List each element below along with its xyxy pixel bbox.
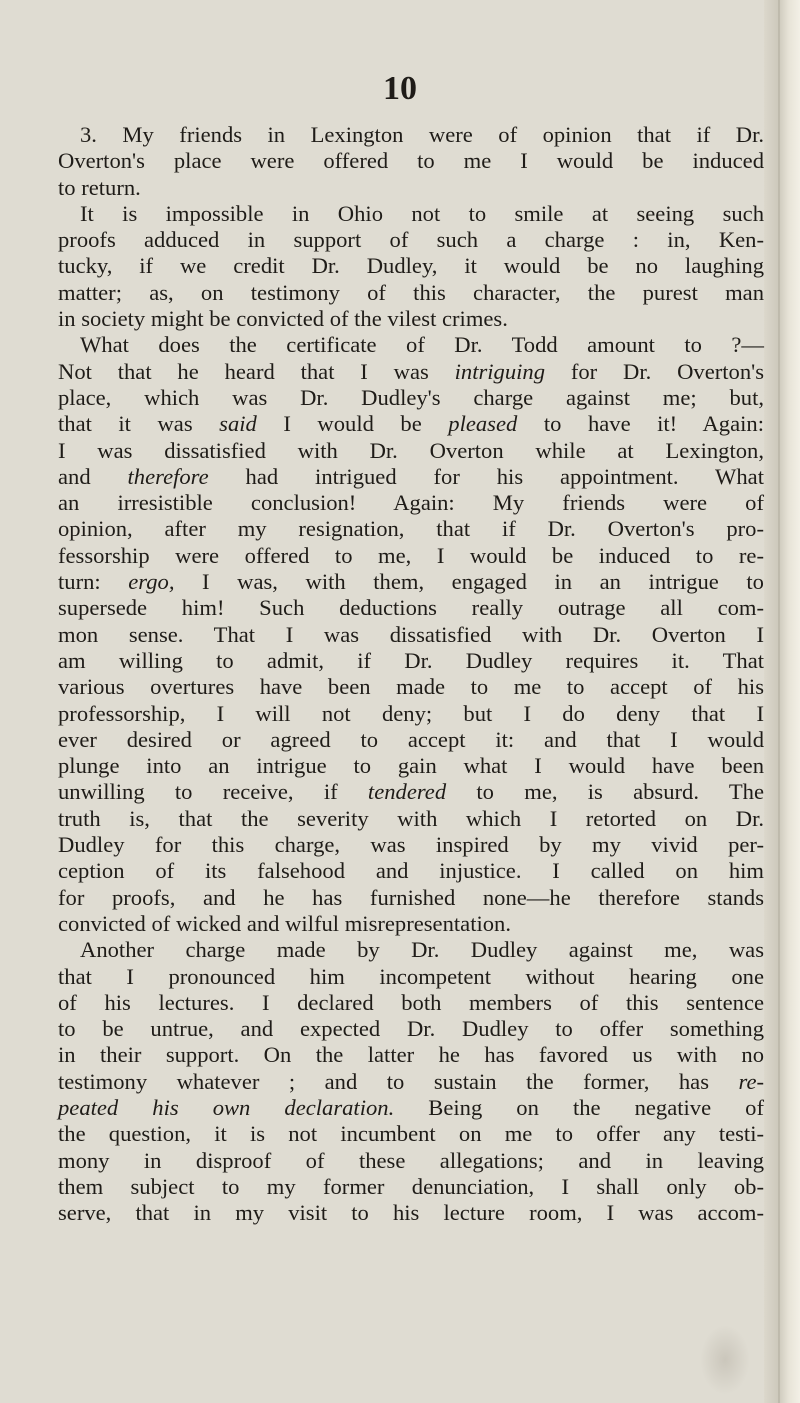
text-line: ever desired or agreed to accept it: and that I would — [58, 726, 764, 752]
text-line — [58, 464, 764, 490]
text-line: an irresistible conclusion! Again: My friends were of — [58, 490, 764, 516]
italic-phrase: tendered — [367, 779, 447, 805]
text-segment: I was, with them, engaged in an intrigue to — [174, 569, 764, 595]
text-line: in society might be convicted of the vilest crimes. — [58, 306, 508, 332]
text-segment: testimony whatever ; and to sustain the former, has — [58, 1068, 739, 1094]
italic-phrase: re- — [738, 1068, 764, 1094]
text-line: mon sense. That I was dissatisfied with Dr. Overton I — [58, 621, 764, 647]
text-line: fessorship were offered to me, I would be induced to re- — [58, 542, 764, 568]
text-line — [58, 359, 764, 385]
body-text — [58, 122, 764, 1226]
page-number: 10 — [383, 70, 417, 107]
text-line: truth is, that the severity with which I retorted on Dr. — [58, 805, 764, 831]
text-line: to return. — [58, 174, 141, 200]
text-segment: had intrigued for his appointment. What — [208, 463, 764, 489]
text-line: professorship, I will not deny; but I do deny that I — [58, 700, 764, 726]
text-line: plunge into an intrigue to gain what I would have been — [58, 753, 764, 779]
text-line: Another charge made by Dr. Dudley against me, was — [80, 937, 764, 963]
text-line: I was dissatisfied with Dr. Overton while at Lexington, — [58, 437, 764, 463]
text-line: them subject to my former denunciation, I shall only ob- — [58, 1173, 764, 1199]
text-line: tucky, if we credit Dr. Dudley, it would be no laughing — [58, 253, 764, 279]
text-line: supersede him! Such deductions really outrage all com- — [58, 595, 764, 621]
text-line: of his lectures. I declared both members of this sentence — [58, 989, 764, 1015]
text-line — [58, 1069, 764, 1095]
text-line: serve, that in my visit to his lecture room, I was accom- — [58, 1200, 764, 1226]
text-line: 3. My friends in Lexington were of opinion that if Dr. — [80, 122, 764, 147]
text-line: convicted of wicked and wilful misrepresentation. — [58, 910, 511, 936]
text-segment: turn: — [58, 569, 129, 595]
text-line — [58, 411, 764, 437]
text-segment: Not that he heard that I was — [58, 358, 455, 384]
text-line: opinion, after my resignation, that if Dr. Overton's pro- — [58, 516, 764, 542]
text-segment: to have it! Again: — [517, 411, 764, 437]
text-line — [58, 779, 764, 805]
text-line: am willing to admit, if Dr. Dudley requires it. That — [58, 647, 764, 673]
text-line: What does the certificate of Dr. Todd amount to ?— — [80, 332, 764, 358]
text-line: place, which was Dr. Dudley's charge against me; but, — [58, 384, 764, 410]
text-segment: unwilling to receive, if — [58, 779, 368, 805]
text-line — [58, 569, 764, 595]
text-segment: that it was — [58, 411, 220, 437]
text-segment: to me, is absurd. The — [446, 779, 764, 805]
text-segment: for Dr. Overton's — [545, 358, 764, 384]
text-segment: I would be — [256, 411, 449, 437]
text-line: mony in disproof of these allegations; and in leaving — [58, 1147, 764, 1173]
text-line: Overton's place were offered to me I would be induced — [58, 148, 764, 174]
italic-phrase: intriguing — [454, 358, 546, 384]
text-line: matter; as, on testimony of this character, the purest man — [58, 279, 764, 305]
page-fold-line — [778, 0, 780, 1403]
italic-phrase: ergo, — [128, 569, 175, 595]
text-line: Dudley for this charge, was inspired by my vivid per- — [58, 832, 764, 858]
italic-phrase: peated his own declaration. — [58, 1094, 395, 1120]
text-line — [58, 1095, 764, 1121]
italic-phrase: said — [219, 411, 257, 437]
text-line: the question, it is not incumbent on me to offer any testi- — [58, 1121, 764, 1147]
text-segment: Being on the negative of — [394, 1094, 765, 1120]
text-line: proofs adduced in support of such a charge : in, Ken- — [58, 227, 764, 253]
text-line: to be untrue, and expected Dr. Dudley to offer something — [58, 1016, 764, 1042]
page-edge — [764, 0, 800, 1403]
text-line: It is impossible in Ohio not to smile at seeing such — [80, 200, 764, 226]
text-segment: and — [58, 463, 128, 489]
italic-phrase: therefore — [127, 463, 209, 489]
text-line: for proofs, and he has furnished none—he therefore stands — [58, 884, 764, 910]
ink-smudge — [700, 1325, 750, 1395]
text-line: ception of its falsehood and injustice. I called on him — [58, 858, 764, 884]
italic-phrase: pleased — [448, 411, 518, 437]
text-line: various overtures have been made to me to accept of his — [58, 674, 764, 700]
text-line: that I pronounced him incompetent without hearing one — [58, 963, 764, 989]
text-line: in their support. On the latter he has favored us with no — [58, 1042, 764, 1068]
